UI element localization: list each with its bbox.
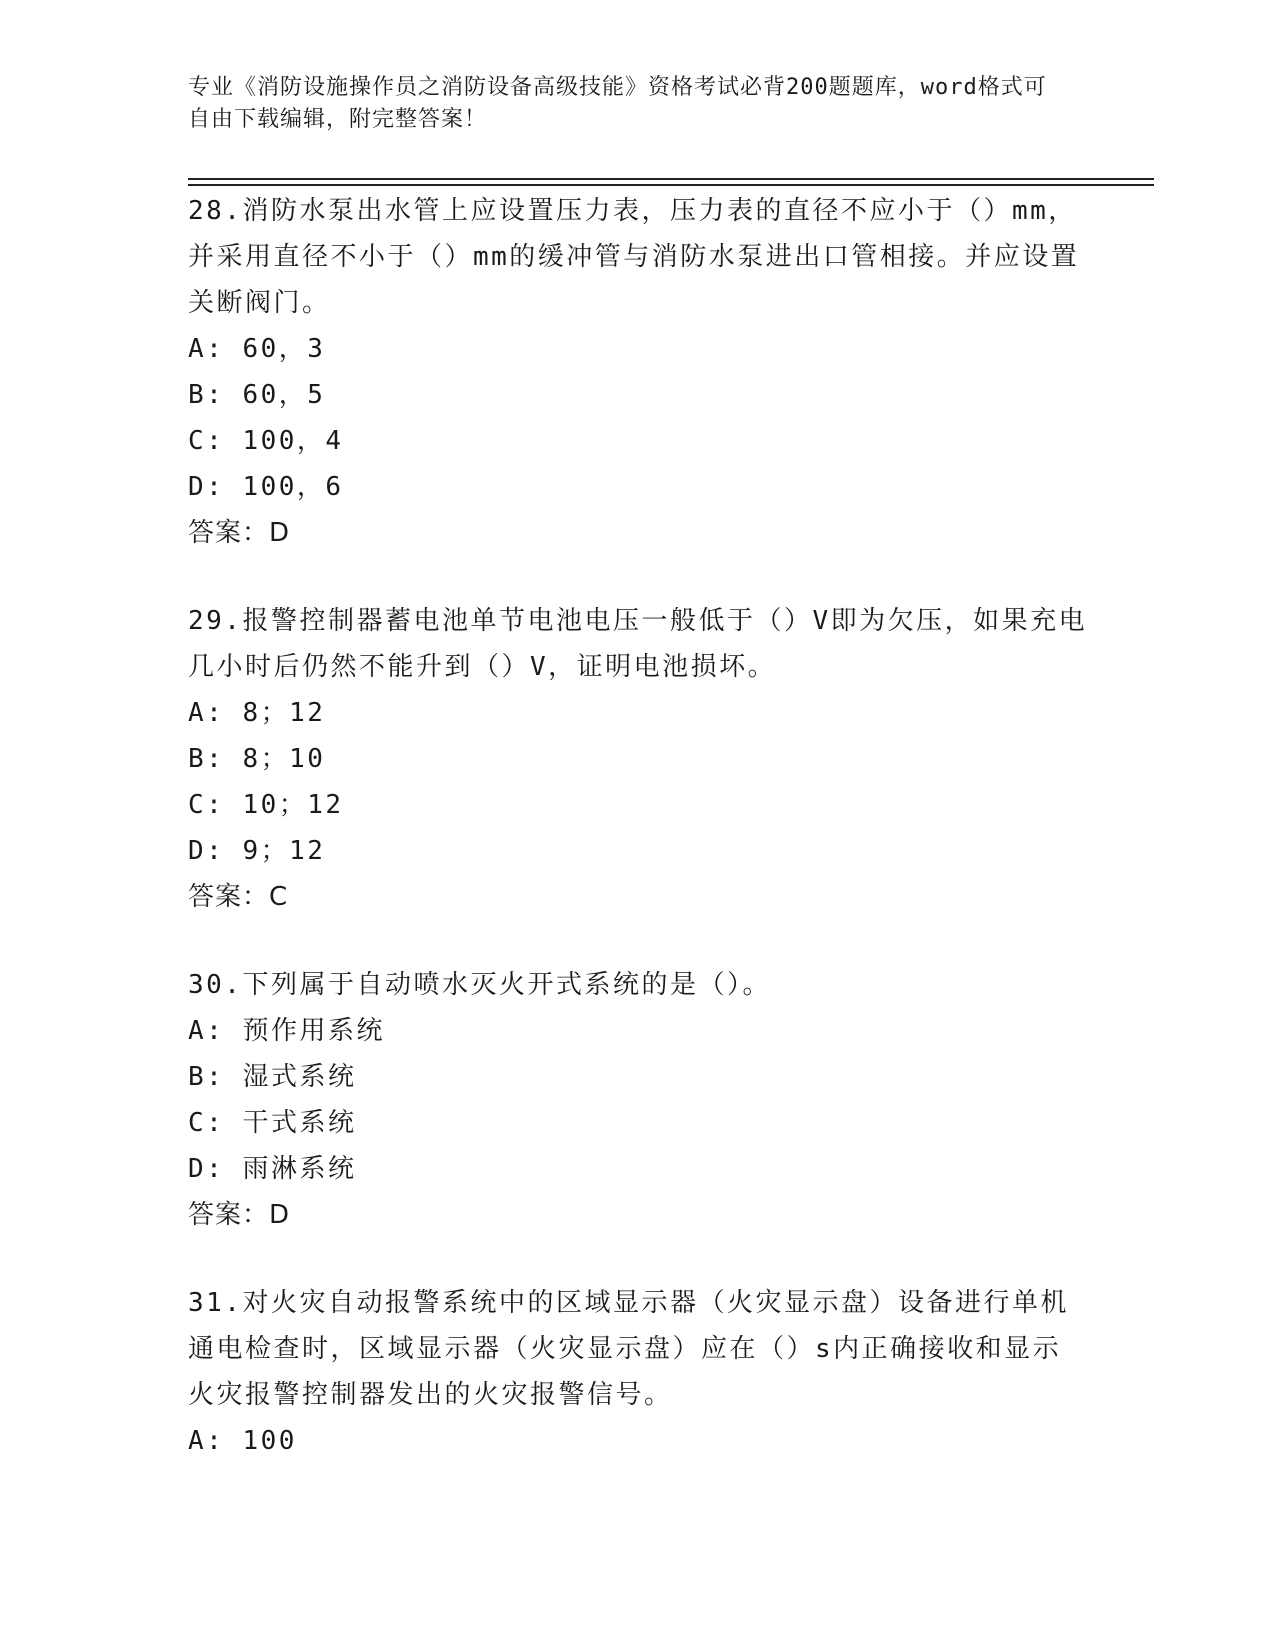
option-a: A: 60，3	[188, 334, 326, 364]
question-31	[188, 1280, 1088, 1464]
question-28	[188, 188, 1088, 556]
option-b: B: 湿式系统	[188, 1062, 357, 1092]
option-a: A: 100	[188, 1426, 297, 1456]
option-list	[188, 326, 1088, 510]
question-stem: 29.报警控制器蓄电池单节电池电压一般低于（）V即为欠压，如果充电几小时后仍然不能升到（）V，证明电池损坏。	[188, 606, 1088, 682]
header-divider-top	[188, 178, 1154, 180]
option-a: A: 预作用系统	[188, 1016, 385, 1046]
option-c: C: 100，4	[188, 426, 344, 456]
option-d: D: 9；12	[188, 836, 326, 866]
question-stem: 30.下列属于自动喷水灭火开式系统的是（）。	[188, 970, 771, 1000]
header-divider-bottom	[188, 184, 1154, 186]
option-d: D: 100，6	[188, 472, 344, 502]
option-d: D: 雨淋系统	[188, 1154, 357, 1184]
question-29	[188, 598, 1088, 920]
option-c: C: 10；12	[188, 790, 344, 820]
document-title: 专业《消防设施操作员之消防设备高级技能》资格考试必背200题题库，word格式可自由下载编辑，附完整答案！	[188, 75, 1047, 132]
option-c: C: 干式系统	[188, 1108, 357, 1138]
question-stem: 28.消防水泵出水管上应设置压力表，压力表的直径不应小于（）mm，并采用直径不小于（）mm的缓冲管与消防水泵进出口管相接。并应设置关断阀门。	[188, 196, 1080, 318]
option-list	[188, 690, 1088, 874]
option-a: A: 8；12	[188, 698, 326, 728]
option-b: B: 60，5	[188, 380, 326, 410]
answer-label: 答案：D	[188, 1200, 291, 1230]
question-30	[188, 962, 1088, 1238]
answer-label: 答案：C	[188, 882, 289, 912]
option-b: B: 8；10	[188, 744, 326, 774]
answer-label: 答案：D	[188, 518, 291, 548]
document-header	[188, 72, 1068, 136]
option-list	[188, 1418, 1088, 1464]
question-stem: 31.对火灾自动报警系统中的区域显示器（火灾显示盘）设备进行单机通电检查时，区域显示器（火灾显示盘）应在（）s内正确接收和显示火灾报警控制器发出的火灾报警信号。	[188, 1288, 1069, 1410]
question-list	[188, 188, 1088, 1506]
option-list	[188, 1008, 1088, 1192]
